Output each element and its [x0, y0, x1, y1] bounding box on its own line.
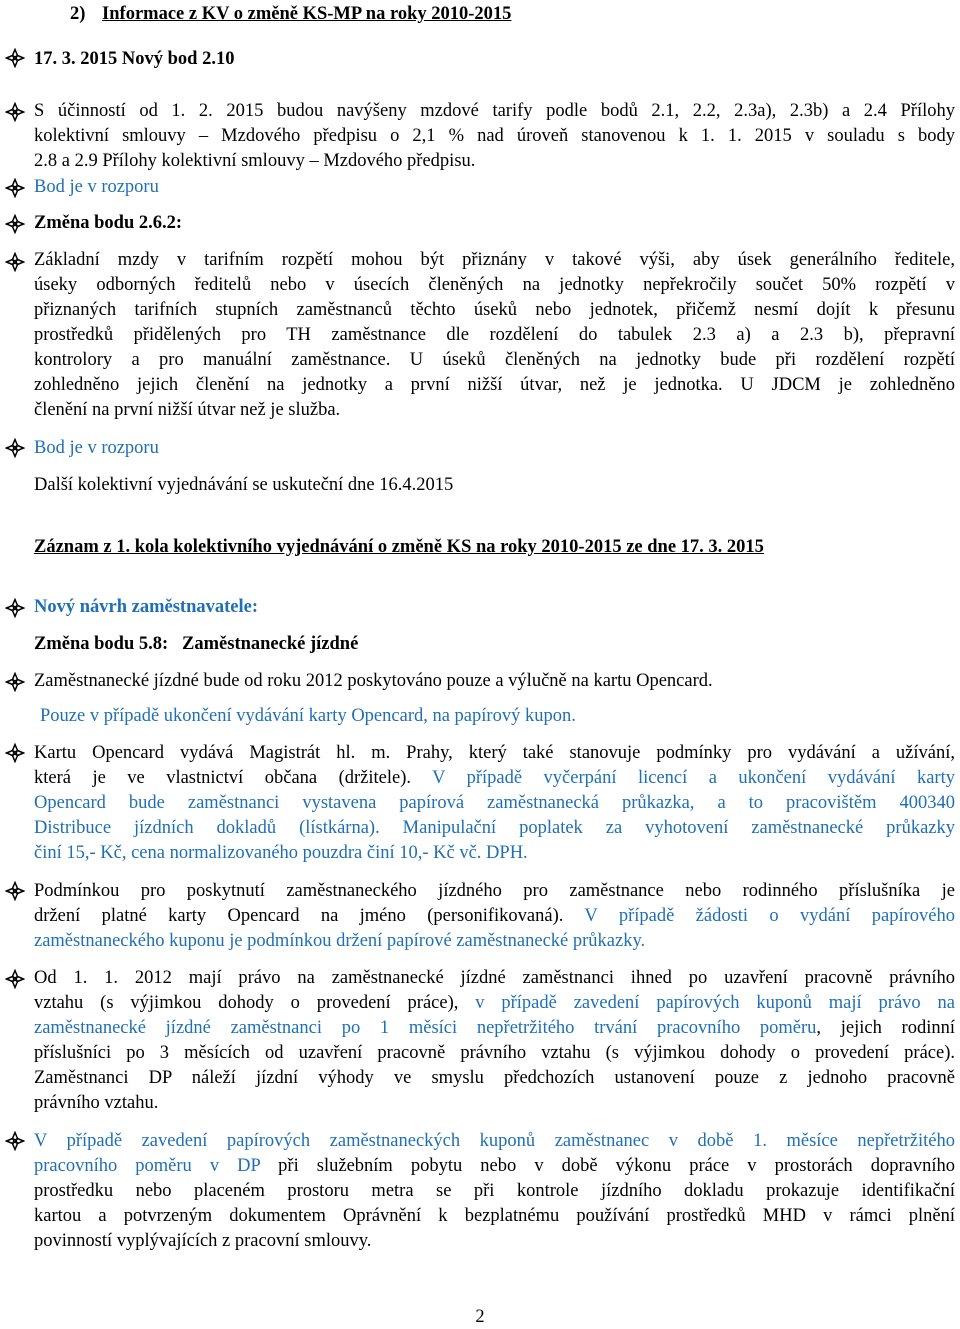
paragraph-line: Od 1. 1. 2012 mají právo na zaměstnanecké jízdné zaměstnanci ihned po uzavření pracovně právního	[34, 968, 955, 988]
paragraph-line: prostředků přidělených pro TH zaměstnance dle rozdělení do tabulek 2.3 a) a 2.3 b), přepravní	[34, 325, 955, 345]
paragraph-line: příslušníci po 3 měsících od uzavření pracovně právního vztahu (s výjimkou dohody o provedení práce).	[34, 1043, 955, 1063]
change-heading: Změna bodu 2.6.2:	[34, 213, 183, 233]
paragraph-line: držení platné karty Opencard na jméno (personifikovaná). V případě žádosti o vydání papírového	[34, 906, 955, 926]
paragraph-line: 2.8 a 2.9 Přílohy kolektivní smlouvy – Mzdového předpisu.	[34, 151, 476, 171]
diamond-bullet-icon	[5, 672, 25, 692]
paragraph-line: zohledněno jejich členění na jednotky a první nižší útvar, než je jednotka. U JDCM je zohledněno	[34, 375, 955, 395]
diamond-bullet-icon	[5, 102, 25, 122]
paragraph-line: prostředku nebo placeném prostoru metra se při kontrole jízdního dokladu prokazuje identifikační	[34, 1181, 955, 1201]
paragraph-line: pracovního poměru v DP při služebním pobytu nebo v době výkonu práce v prostorách dopravního	[34, 1156, 955, 1176]
next-negotiation-note: Další kolektivní vyjednávání se uskuteční dne 16.4.2015	[34, 475, 454, 495]
diamond-bullet-icon	[5, 214, 25, 234]
dispute-note: Bod je v rozporu	[34, 438, 159, 458]
paragraph-line: Opencard bude zaměstnanci vystavena papírová zaměstnanecká průkazka, a to pracovištěm 400340	[34, 793, 955, 813]
diamond-bullet-icon	[5, 1131, 25, 1151]
paragraph-line: kartou a potvrzeným dokumentem Oprávnění k bezplatnému používání prostředků MHD v rámci plnění	[34, 1206, 955, 1226]
paragraph-line: činí 15,- Kč, cena normalizovaného pouzdra činí 10,- Kč vč. DPH.	[34, 843, 528, 863]
diamond-bullet-icon	[5, 969, 25, 989]
paragraph-line: právního vztahu.	[34, 1093, 159, 1113]
paragraph-line: Základní mzdy v tarifním rozpětí mohou být přiznány v takové výši, aby úsek generálního ředitele,	[34, 250, 955, 270]
paragraph-line: Zaměstnanci DP náleží jízdní výhody ve smyslu předchozích ustanovení pouze z jednoho pracovně	[34, 1068, 955, 1088]
change-heading: Změna bodu 5.8: Zaměstnanecké jízdné	[34, 634, 359, 654]
section-number: 2)	[70, 4, 86, 24]
paragraph-line: úseky odborných ředitelů nebo v úsecích členěných na jednotky nepřekročily součet 50% rozpětí v	[34, 275, 955, 295]
diamond-bullet-icon	[5, 178, 25, 198]
paragraph-line: členění na první nižší útvar než je služba.	[34, 400, 341, 420]
paragraph-line: zaměstnanecké jízdné zaměstnanci po 1 měsíci nepřetržitého trvání pracovního poměru, jejich rodinní	[34, 1018, 955, 1038]
section-title: Informace z KV o změně KS-MP na roky 2010-2015	[102, 4, 512, 24]
diamond-bullet-icon	[5, 438, 25, 458]
diamond-bullet-icon	[5, 881, 25, 901]
diamond-bullet-icon	[5, 252, 25, 272]
page-number: 2	[475, 1307, 485, 1327]
item-new-point: 17. 3. 2015 Nový bod 2.10	[34, 49, 235, 69]
paragraph-line: která je ve vlastnictví občana (držitele). V případě vyčerpání licencí a ukončení vydávání karty	[34, 768, 955, 788]
paragraph-line: kontrolory a pro manuální zaměstnance. U úseků členěných na jednotky bude při rozdělení rozpětí	[34, 350, 955, 370]
paragraph-line: povinností vyplývajících z pracovní smlouvy.	[34, 1231, 372, 1251]
paragraph-line: V případě zavedení papírových zaměstnaneckých kuponů zaměstnanec v době 1. měsíce nepřetržitého	[34, 1131, 955, 1151]
dispute-note: Bod je v rozporu	[34, 177, 159, 197]
record-heading: Záznam z 1. kola kolektivního vyjednávání o změně KS na roky 2010-2015 ze dne 17. 3. 2015	[34, 537, 764, 557]
paragraph-line: Podmínkou pro poskytnutí zaměstnaneckého jízdného pro zaměstnance nebo rodinného příslušníka je	[34, 881, 955, 901]
paragraph-line: přiznaných tarifních stupních zaměstnanců těchto úseků nebo jednotek, přičemž nesmí dojít k přesunu	[34, 300, 955, 320]
paragraph-line: S účinností od 1. 2. 2015 budou navýšeny mzdové tarify podle bodů 2.1, 2.2, 2.3a), 2.3b) a 2.4 Přílohy	[34, 101, 955, 121]
paragraph-line: zaměstnaneckého kuponu je podmínkou držení papírové zaměstnanecké průkazky.	[34, 931, 646, 951]
paragraph-line: vztahu (s výjimkou dohody o provedení práce), v případě zavedení papírových kuponů mají právo na	[34, 993, 955, 1013]
diamond-bullet-icon	[5, 743, 25, 763]
section-heading	[70, 2, 511, 26]
diamond-bullet-icon	[5, 598, 25, 618]
paragraph-line: kolektivní smlouvy – Mzdového předpisu o 2,1 % nad úroveň stanovenou k 1. 1. 2015 v souladu s body	[34, 126, 955, 146]
new-proposal-heading: Nový návrh zaměstnavatele:	[34, 597, 259, 617]
diamond-bullet-icon	[5, 48, 25, 68]
paragraph-line: Pouze v případě ukončení vydávání karty Opencard, na papírový kupon.	[40, 706, 576, 726]
paragraph-line: Kartu Opencard vydává Magistrát hl. m. Prahy, který také stanovuje podmínky pro vydávání a užívání,	[34, 743, 955, 763]
paragraph-line: Zaměstnanecké jízdné bude od roku 2012 poskytováno pouze a výlučně na kartu Opencard.	[34, 671, 713, 691]
paragraph-line: Distribuce jízdních dokladů (lístkárna). Manipulační poplatek za vyhotovení zaměstnanecké průkazky	[34, 818, 955, 838]
